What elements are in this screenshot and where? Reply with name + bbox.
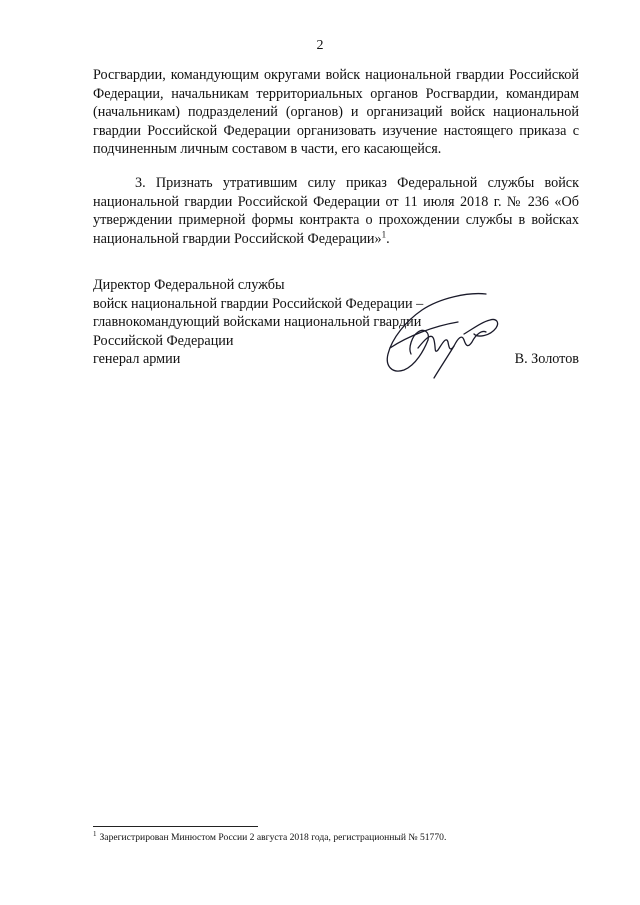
footnote-divider <box>93 826 258 827</box>
footnote-reference: 1 <box>381 229 387 240</box>
footnote <box>93 829 579 844</box>
signatory-rank: генерал армии <box>93 351 181 368</box>
paragraph-item-3-text: 3. Признать утратившим силу приказ Федеральной службы войск национальной гвардии Российской Федерации от 11 июля 2018 г. № 236 «Об утверждении примерной формы контракта о прохождении службы в войсках национальной гвардии Российской Федерации» <box>93 175 579 247</box>
paragraph-item-3: 3. Признать утратившим силу приказ Федеральной службы войск национальной гвардии Российской Федерации от 11 июля 2018 г. № 236 «Об утверждении примерной формы контракта о прохождении службы в войсках национальной гвардии Российской Федерации»$^1$. <box>93 175 579 247</box>
signatory-name: В. Золотов <box>514 351 579 368</box>
page-number: 2 <box>316 38 324 53</box>
footnote-text: Зарегистрирован Минюстом России 2 августа 2018 года, регистрационный № 51770. <box>99 832 447 843</box>
handwritten-signature <box>378 288 508 380</box>
signatory-title-line-2: войск национальной гвардии Российской Федерации – <box>93 295 424 312</box>
signatory-title-line-3: главнокомандующий войсками национальной гвардии <box>93 314 422 331</box>
signatory-title-line-1: Директор Федеральной службы <box>93 277 285 293</box>
footnote-mark: 1 <box>93 829 97 838</box>
signatory-title-line-4: Российской Федерации <box>93 332 234 349</box>
paragraph-continuation: Росгвардии, командующим округами войск национальной гвардии Российской Федерации, начальникам территориальных органов Росгвардии, командирам (начальникам) подразделений (органов) и организаций войск национальной гвардии Российской Федерации организовать изучение настоящего приказа с подчиненным личным составом в части, его касающейся. <box>93 67 579 158</box>
